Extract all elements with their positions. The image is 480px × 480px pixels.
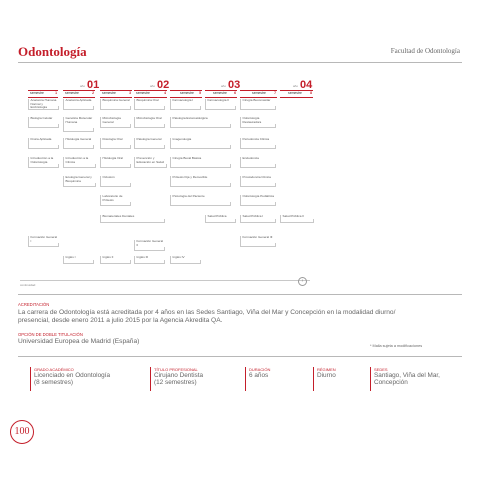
course-box: Laboratorio de Prótesis bbox=[100, 195, 130, 206]
year-label: año bbox=[293, 84, 299, 88]
info-professional-title: TÍTULO PROFESIONAL Cirujano Dentista (12 semestres) bbox=[150, 367, 260, 391]
semester-header: semestre 1 bbox=[28, 90, 58, 98]
course-box: Bioquímica General bbox=[100, 99, 130, 110]
course-box: Ecología General y Bioquímica bbox=[63, 176, 95, 187]
section-rule bbox=[18, 294, 462, 295]
course-box: Psicología del Paciente bbox=[170, 195, 230, 206]
course-box: Biología Celular bbox=[28, 117, 58, 128]
double-degree-text: Universidad Europea de Madrid (España) bbox=[18, 338, 140, 345]
course-box: Introducción a la Odontología bbox=[28, 157, 58, 168]
course-box: Prótesis Fija y Removible bbox=[170, 176, 230, 187]
course-box: Endodoncia bbox=[240, 157, 275, 168]
course-box: Inglés IV bbox=[170, 256, 200, 264]
course-box: Fisiología Oral bbox=[100, 138, 130, 149]
course-box: Microbiología Oral bbox=[134, 117, 164, 128]
header-rule bbox=[18, 62, 462, 63]
semester-header: semestre 6 bbox=[205, 90, 237, 98]
course-box: Farmacología I bbox=[170, 99, 200, 110]
course-box: Histología General bbox=[63, 138, 93, 149]
year-label: año bbox=[221, 84, 227, 88]
semester-header: semestre 2 bbox=[63, 90, 95, 98]
semester-header: semestre 5 bbox=[170, 90, 202, 98]
accreditation-label: ACREDITACIÓN bbox=[18, 302, 50, 307]
semester-header: semestre 3 bbox=[100, 90, 132, 98]
course-box: Anatomía Humana Normal y Embriología bbox=[28, 99, 58, 110]
course-box: Microbiología General bbox=[100, 117, 130, 128]
course-box: Salud Pública I bbox=[240, 215, 275, 223]
plan-legend: continuidad bbox=[20, 280, 310, 289]
double-degree-label: OPCIÓN DE DOBLE TITULACIÓN bbox=[18, 332, 83, 337]
course-box: Inglés III bbox=[134, 256, 164, 264]
year-label: año bbox=[80, 84, 86, 88]
course-box: Patología Estomatológica bbox=[170, 117, 230, 128]
course-box: Prostodoncia Clínica bbox=[240, 176, 275, 187]
course-box: Inglés I bbox=[63, 256, 93, 264]
year-label: año bbox=[150, 84, 156, 88]
course-box: Biomateriales Dentales bbox=[100, 215, 164, 223]
course-box: Formación General II bbox=[134, 240, 164, 251]
course-box: Odontología Restauradora bbox=[240, 117, 275, 128]
course-box: Prevención y Educación en Salud bbox=[134, 157, 166, 168]
year-number: 04 bbox=[300, 79, 313, 91]
faculty-name: Facultad de Odontología bbox=[390, 47, 460, 55]
accreditation-text-line2: presencial, desde enero 2011 a julio 2015 por la Agencia Akredita QA. bbox=[18, 317, 223, 324]
course-box: Farmacología II bbox=[205, 99, 235, 110]
course-box: Bioquímica Oral bbox=[134, 99, 164, 110]
section-rule bbox=[18, 356, 462, 357]
year-number: 02 bbox=[157, 79, 170, 91]
page-title: Odontología bbox=[18, 44, 87, 59]
course-box: Odontología Pediátrica bbox=[240, 195, 275, 206]
course-box: Genética Molecular Humana bbox=[63, 117, 93, 132]
course-box: Formación General I bbox=[28, 236, 58, 247]
accreditation-text-line1: La carrera de Odontología está acreditada por 4 años en las Sedes Santiago, Viña del Mar y Concepción en la modalidad diurno/ bbox=[18, 309, 396, 316]
course-box: Formación General III bbox=[240, 236, 275, 247]
semester-header: semestre 8 bbox=[280, 90, 313, 98]
course-box: Anatomía Aplicada bbox=[63, 99, 93, 110]
info-campuses: SEDES Santiago, Viña del Mar, Concepción bbox=[370, 367, 465, 391]
page-number: 100 bbox=[10, 420, 34, 444]
info-schedule: RÉGIMEN Diurno bbox=[313, 367, 383, 391]
modification-note: * Malla sujeta a modificaciones bbox=[370, 344, 423, 348]
course-box: Salud Pública bbox=[205, 215, 235, 223]
semester-header: semestre 7 bbox=[240, 90, 277, 98]
year-number: 01 bbox=[87, 79, 100, 91]
course-box: Salud Pública II bbox=[280, 215, 313, 223]
course-box: Cirugía Bucomaxilar bbox=[240, 99, 275, 110]
course-box: Patología General bbox=[134, 138, 164, 149]
course-box: Introducción a la Clínica bbox=[63, 157, 95, 168]
course-box: Cirugía Bucal Básica bbox=[170, 157, 230, 168]
semester-header: semestre 4 bbox=[134, 90, 167, 98]
course-box: Histología Oral bbox=[100, 157, 130, 168]
info-duration: DURACIÓN 6 años bbox=[245, 367, 315, 391]
course-box: Imagenología bbox=[170, 138, 230, 149]
info-academic-degree: GRADO ACADÉMICO Licenciado en Odontología (8 semestres) bbox=[30, 367, 140, 391]
course-box: Periodoncia Clínica bbox=[240, 138, 275, 149]
course-box: Inglés II bbox=[100, 256, 130, 264]
course-box: Física Aplicada bbox=[28, 138, 58, 149]
year-number: 03 bbox=[228, 79, 241, 91]
course-box: Oclusión bbox=[100, 176, 130, 187]
continuity-arrow-icon: › bbox=[298, 277, 307, 286]
